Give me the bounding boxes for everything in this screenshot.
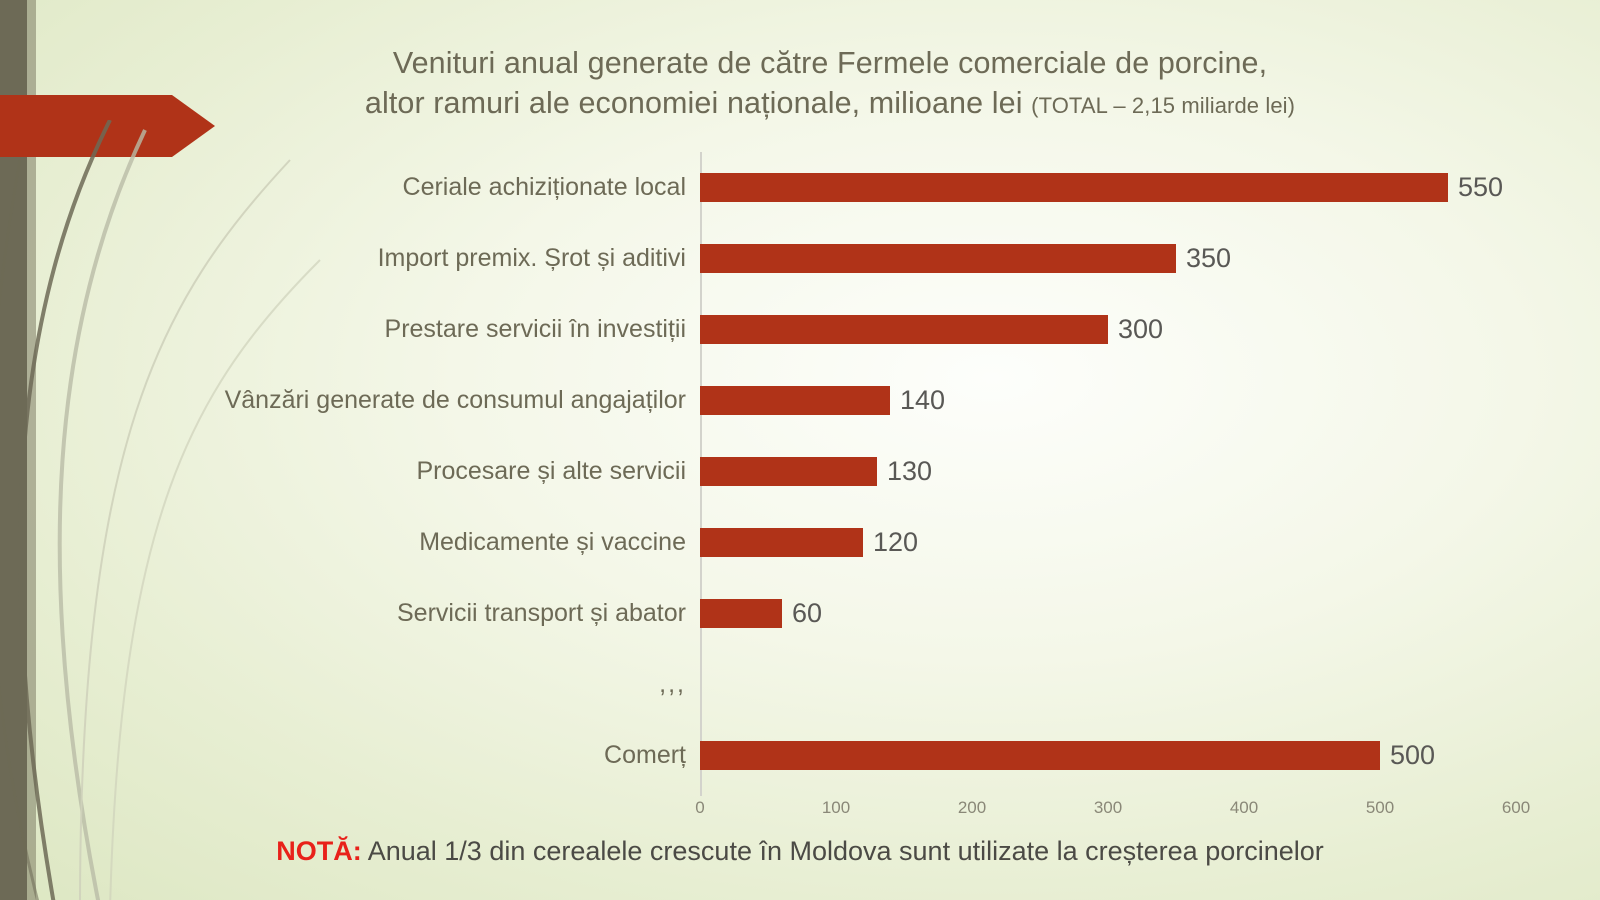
category-label: Comerț <box>604 741 686 769</box>
chart-row <box>120 294 1520 365</box>
bar <box>700 315 1108 344</box>
category-label-ellipsis: ,,, <box>659 670 686 698</box>
chart-rows <box>120 152 1520 791</box>
chart-title-line-2 <box>200 84 1460 124</box>
x-tick-label: 400 <box>1229 798 1259 817</box>
category-label: Procesare și alte servicii <box>416 457 686 485</box>
chart-row-separator <box>120 649 1520 720</box>
chart-row <box>120 365 1520 436</box>
bar-value-label: 550 <box>1458 172 1504 202</box>
bar-value-label: 60 <box>792 598 823 628</box>
bar-zone <box>700 436 1520 507</box>
bar-value-label: 350 <box>1186 243 1232 273</box>
bar-chart <box>120 152 1531 817</box>
bar-value-label: 130 <box>887 456 933 486</box>
chart-title-line-1: Venituri anual generate de către Fermele comerciale de porcine, <box>392 46 1268 80</box>
x-tick-label: 300 <box>1093 798 1123 817</box>
bar-zone <box>700 223 1520 294</box>
category-label: Vânzări generate de consumul angajaților <box>224 386 686 414</box>
x-tick-label: 600 <box>1501 798 1531 817</box>
chart-title-line-2-main: altor ramuri ale economiei naționale, milioane lei <box>364 85 1023 120</box>
bar <box>700 386 890 415</box>
chart-title <box>200 44 1460 123</box>
category-label: Prestare servicii în investiții <box>384 315 686 343</box>
bar-value-label: 300 <box>1118 314 1164 344</box>
bar <box>700 741 1380 770</box>
bar <box>700 457 877 486</box>
category-label: Ceriale achiziționate local <box>402 173 686 201</box>
x-axis <box>695 796 1531 826</box>
category-label: Medicamente și vaccine <box>419 528 686 556</box>
chart-row <box>120 578 1520 649</box>
category-label: Servicii transport și abator <box>396 599 686 627</box>
x-tick-label: 0 <box>695 798 705 817</box>
bar <box>700 528 863 557</box>
chart-row <box>120 223 1520 294</box>
bar-zone <box>700 720 1520 791</box>
note-body: Anual 1/3 din cerealele crescute în Moldova sunt utilizate la creșterea porcinelor <box>361 836 1324 866</box>
chart-row <box>120 720 1520 791</box>
x-tick-label: 100 <box>821 798 851 817</box>
chart-title-total: (TOTAL – 2,15 miliarde lei) <box>1031 92 1296 118</box>
chart-row <box>120 507 1520 578</box>
bar-value-label: 140 <box>900 385 946 415</box>
note-text <box>0 836 1600 867</box>
bar-zone <box>700 152 1520 223</box>
chart-row <box>120 152 1520 223</box>
bar-zone <box>700 294 1520 365</box>
bar-value-label: 500 <box>1390 740 1436 770</box>
bar <box>700 599 782 628</box>
bar-zone <box>700 578 1520 649</box>
bar <box>700 173 1448 202</box>
category-label: Import premix. Șrot și aditivi <box>377 244 686 272</box>
bar-zone <box>700 507 1520 578</box>
bar-zone <box>700 365 1520 436</box>
bar-value-label: 120 <box>873 527 919 557</box>
x-tick-label: 500 <box>1365 798 1395 817</box>
red-arrow-banner <box>0 95 215 157</box>
note-prefix: NOTĂ: <box>276 836 362 866</box>
x-tick-label: 200 <box>957 798 987 817</box>
chart-row <box>120 436 1520 507</box>
bar <box>700 244 1176 273</box>
